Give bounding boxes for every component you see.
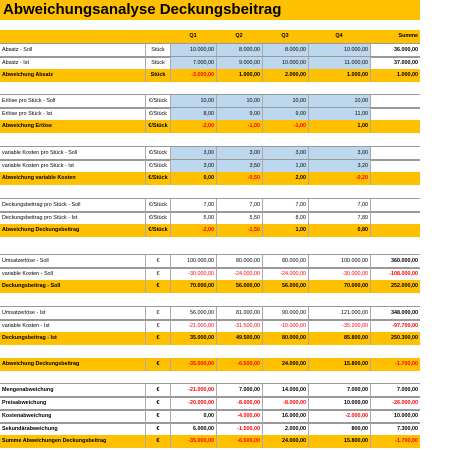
table-row-abw-absatz bbox=[0, 69, 420, 82]
cell-q2[interactable]: 5,50 bbox=[216, 212, 262, 225]
cell-unit[interactable]: €/Stück bbox=[145, 120, 170, 133]
cell-q3[interactable]: 2.000,00 bbox=[262, 69, 308, 82]
cell-q2[interactable]: -1.500,00 bbox=[216, 423, 262, 436]
cell-q4[interactable]: 3,00 bbox=[308, 147, 370, 160]
cell-q1[interactable]: -2,00 bbox=[170, 120, 216, 133]
cell-label[interactable]: Erlöse pro Stück - Ist bbox=[2, 111, 53, 117]
cell-sum[interactable]: 10.000,00 bbox=[370, 410, 420, 423]
cell-unit[interactable]: € bbox=[145, 435, 170, 448]
cell-q3[interactable]: 80.000,00 bbox=[262, 255, 308, 268]
table-row-abw-db-tot bbox=[0, 358, 420, 371]
cell-label[interactable]: variable Kosten - Ist bbox=[2, 323, 50, 329]
cell-label[interactable]: Deckungsbeitrag - Soll bbox=[2, 283, 61, 289]
cell-q4[interactable]: 15.800,00 bbox=[308, 358, 370, 371]
cell-sum[interactable] bbox=[370, 172, 420, 185]
cell-sum[interactable]: 360.000,00 bbox=[370, 255, 420, 268]
cell-q1[interactable]: 0,00 bbox=[170, 172, 216, 185]
cell-unit[interactable]: € bbox=[145, 268, 170, 281]
cell-unit[interactable]: € bbox=[145, 280, 170, 293]
cell-sum[interactable] bbox=[370, 120, 420, 133]
cell-label[interactable]: Abweichung Deckungsbeitrag bbox=[2, 227, 80, 233]
cell-sum[interactable]: 37.000,00 bbox=[370, 57, 420, 70]
cell-q4[interactable]: 7,80 bbox=[308, 212, 370, 225]
cell-label[interactable]: Sekundärabweichung bbox=[2, 426, 58, 432]
cell-unit[interactable]: €/Stück bbox=[145, 212, 170, 225]
cell-q3[interactable]: 24.000,00 bbox=[262, 435, 308, 448]
cell-q4[interactable]: 10.000,00 bbox=[308, 397, 370, 410]
cell-label[interactable]: Mengenabweichung bbox=[2, 387, 54, 393]
cell-q1[interactable]: 7.000,00 bbox=[170, 57, 216, 70]
cell-q3[interactable]: -10.000,00 bbox=[262, 320, 308, 333]
cell-q4[interactable]: 11,00 bbox=[308, 108, 370, 121]
cell-q3[interactable]: 8,00 bbox=[262, 212, 308, 225]
cell-q3[interactable]: 2.000,00 bbox=[262, 423, 308, 436]
cell-unit[interactable]: € bbox=[145, 397, 170, 410]
header-q2[interactable]: Q2 bbox=[235, 33, 243, 39]
cell-q1[interactable]: -30.000,00 bbox=[170, 268, 216, 281]
cell-q4[interactable]: 70.000,00 bbox=[308, 280, 370, 293]
cell-q3[interactable]: 9,00 bbox=[262, 108, 308, 121]
cell-q1[interactable]: 100.000,00 bbox=[170, 255, 216, 268]
cell-sum[interactable]: -108.000,00 bbox=[370, 268, 420, 281]
cell-unit[interactable]: € bbox=[145, 332, 170, 345]
cell-unit[interactable]: € bbox=[145, 358, 170, 371]
cell-unit[interactable]: €/Stück bbox=[145, 160, 170, 173]
cell-sum[interactable]: 348.000,00 bbox=[370, 307, 420, 320]
cell-q4[interactable]: 7.000,00 bbox=[308, 384, 370, 397]
cell-q1[interactable]: -21.000,00 bbox=[170, 320, 216, 333]
cell-q1[interactable]: 8,00 bbox=[170, 108, 216, 121]
cell-q1[interactable]: 3,00 bbox=[170, 160, 216, 173]
header-q3[interactable]: Q3 bbox=[281, 33, 289, 39]
cell-q3[interactable]: 1,00 bbox=[262, 224, 308, 237]
cell-q4[interactable]: 85.800,00 bbox=[308, 332, 370, 345]
cell-q1[interactable]: 10,00 bbox=[170, 95, 216, 108]
cell-q2[interactable]: -1,00 bbox=[216, 120, 262, 133]
cell-q4[interactable]: -35.200,00 bbox=[308, 320, 370, 333]
cell-q4[interactable]: 800,00 bbox=[308, 423, 370, 436]
cell-q2[interactable]: 81.000,00 bbox=[216, 307, 262, 320]
cell-label[interactable]: Abweichung Deckungsbeitrag bbox=[2, 361, 80, 367]
cell-unit[interactable]: € bbox=[145, 320, 170, 333]
cell-sum[interactable]: 1.000,00 bbox=[370, 69, 420, 82]
cell-q3[interactable]: 16.000,00 bbox=[262, 410, 308, 423]
cell-q3[interactable]: -1,00 bbox=[262, 120, 308, 133]
table-row-db-tot-ist bbox=[0, 332, 420, 345]
cell-q2[interactable]: 80.000,00 bbox=[216, 255, 262, 268]
header-q1[interactable]: Q1 bbox=[189, 33, 197, 39]
cell-q2[interactable]: 3,50 bbox=[216, 160, 262, 173]
cell-q2[interactable]: -31.500,00 bbox=[216, 320, 262, 333]
cell-q2[interactable]: 10,00 bbox=[216, 95, 262, 108]
cell-q1[interactable]: 0,00 bbox=[170, 410, 216, 423]
table-row-abw-db bbox=[0, 224, 420, 237]
cell-q1[interactable]: 35.000,00 bbox=[170, 332, 216, 345]
cell-q4[interactable]: 121.000,00 bbox=[308, 307, 370, 320]
cell-q3[interactable]: 90.000,00 bbox=[262, 307, 308, 320]
cell-q3[interactable]: 10.000,00 bbox=[262, 57, 308, 70]
cell-sum[interactable] bbox=[370, 224, 420, 237]
cell-unit[interactable]: €/Stück bbox=[145, 224, 170, 237]
cell-label[interactable]: Erlöse pro Stück - Soll bbox=[2, 98, 56, 104]
cell-q1[interactable]: 6.000,00 bbox=[170, 423, 216, 436]
cell-sum[interactable]: -1.700,00 bbox=[370, 435, 420, 448]
cell-q4[interactable]: 100.000,00 bbox=[308, 255, 370, 268]
cell-q3[interactable]: 1,00 bbox=[262, 160, 308, 173]
cell-q4[interactable]: 1,00 bbox=[308, 120, 370, 133]
cell-q3[interactable]: 56.000,00 bbox=[262, 280, 308, 293]
table-row-db-tot-soll bbox=[0, 280, 420, 293]
cell-label[interactable]: variable Kosten pro Stück - Soll bbox=[2, 150, 78, 156]
cell-label[interactable]: Kostenabweichung bbox=[2, 413, 52, 419]
cell-q3[interactable]: 10,00 bbox=[262, 95, 308, 108]
cell-q3[interactable]: 80.000,00 bbox=[262, 332, 308, 345]
cell-unit[interactable]: € bbox=[145, 423, 170, 436]
cell-q3[interactable]: -24.000,00 bbox=[262, 268, 308, 281]
cell-q2[interactable]: -6.500,00 bbox=[216, 358, 262, 371]
cell-unit[interactable]: € bbox=[145, 255, 170, 268]
cell-sum[interactable]: -26.000,00 bbox=[370, 397, 420, 410]
cell-q2[interactable]: 49.500,00 bbox=[216, 332, 262, 345]
cell-q4[interactable]: 15.800,00 bbox=[308, 435, 370, 448]
cell-q1[interactable]: 10.000,00 bbox=[170, 44, 216, 57]
cell-label[interactable]: Deckungsbeitrag pro Stück - Ist bbox=[2, 215, 78, 221]
cell-sum[interactable]: 36.000,00 bbox=[370, 44, 420, 57]
cell-q2[interactable]: 3,00 bbox=[216, 147, 262, 160]
cell-label[interactable]: variable Kosten - Soll bbox=[2, 271, 53, 277]
cell-q1[interactable]: -20.000,00 bbox=[170, 397, 216, 410]
cell-q2[interactable]: -8.000,00 bbox=[216, 397, 262, 410]
cell-label[interactable]: Preisabweichung bbox=[2, 400, 47, 406]
cell-label[interactable]: Absatz - Ist bbox=[2, 60, 29, 66]
cell-unit[interactable]: Stück bbox=[145, 44, 170, 57]
cell-unit[interactable]: €/Stück bbox=[145, 108, 170, 121]
cell-sum[interactable]: 252.000,00 bbox=[370, 280, 420, 293]
header-q4[interactable]: Q4 bbox=[335, 33, 343, 39]
column-header-row bbox=[0, 30, 420, 43]
cell-sum[interactable]: -97.700,00 bbox=[370, 320, 420, 333]
cell-q4[interactable]: 3,20 bbox=[308, 160, 370, 173]
cell-q2[interactable]: 56.000,00 bbox=[216, 280, 262, 293]
cell-q1[interactable]: -35.000,00 bbox=[170, 358, 216, 371]
cell-q2[interactable]: -1,50 bbox=[216, 224, 262, 237]
cell-unit[interactable]: €/Stück bbox=[145, 147, 170, 160]
cell-label[interactable]: variable Kosten pro Stück - Ist bbox=[2, 163, 74, 169]
cell-q1[interactable]: 5,00 bbox=[170, 212, 216, 225]
cell-q3[interactable]: 7,00 bbox=[262, 199, 308, 212]
cell-q4[interactable]: 7,00 bbox=[308, 199, 370, 212]
table-row-abw-vk bbox=[0, 172, 420, 185]
cell-q4[interactable]: -30.000,00 bbox=[308, 268, 370, 281]
cell-label[interactable]: Abweichung variable Kosten bbox=[2, 175, 76, 181]
cell-sum[interactable]: 250.300,00 bbox=[370, 332, 420, 345]
cell-q1[interactable]: -2,00 bbox=[170, 224, 216, 237]
cell-q2[interactable]: 8.000,00 bbox=[216, 44, 262, 57]
table-row-summe-abw bbox=[0, 435, 420, 448]
cell-q3[interactable]: 2,00 bbox=[262, 172, 308, 185]
cell-q1[interactable]: -21.000,00 bbox=[170, 384, 216, 397]
cell-label[interactable]: Abweichung Erlöse bbox=[2, 123, 53, 129]
cell-q4[interactable]: -2.000,00 bbox=[308, 410, 370, 423]
cell-label[interactable]: Deckungsbeitrag pro Stück - Soll bbox=[2, 202, 81, 208]
cell-sum[interactable]: 7.300,00 bbox=[370, 423, 420, 436]
cell-unit[interactable]: Stück bbox=[145, 69, 170, 82]
cell-q2[interactable]: 9.000,00 bbox=[216, 57, 262, 70]
cell-unit[interactable]: € bbox=[145, 384, 170, 397]
cell-q2[interactable]: 7,00 bbox=[216, 199, 262, 212]
cell-q4[interactable]: 1.000,00 bbox=[308, 69, 370, 82]
table-row-abw-erl bbox=[0, 120, 420, 133]
cell-sum[interactable]: 7.000,00 bbox=[370, 384, 420, 397]
cell-unit[interactable]: €/Stück bbox=[145, 95, 170, 108]
cell-q2[interactable]: 7.000,00 bbox=[216, 384, 262, 397]
cell-q2[interactable]: 1.000,00 bbox=[216, 69, 262, 82]
cell-unit[interactable]: €/Stück bbox=[145, 199, 170, 212]
cell-unit[interactable]: €/Stück bbox=[145, 172, 170, 185]
cell-label[interactable]: Absatz - Soll bbox=[2, 47, 33, 53]
cell-q1[interactable]: 70.000,00 bbox=[170, 280, 216, 293]
cell-q3[interactable]: -8.000,00 bbox=[262, 397, 308, 410]
cell-label[interactable]: Abweichung Absatz bbox=[2, 72, 54, 78]
cell-q3[interactable]: 8.000,00 bbox=[262, 44, 308, 57]
sheet-title: Abweichungsanalyse Deckungsbeitrag bbox=[0, 0, 420, 20]
cell-q1[interactable]: -35.000,00 bbox=[170, 435, 216, 448]
cell-q4[interactable]: 11.000,00 bbox=[308, 57, 370, 70]
cell-label[interactable]: Summe Abweichungen Deckungsbeitrag bbox=[2, 438, 107, 444]
cell-q4[interactable]: -0,20 bbox=[308, 172, 370, 185]
cell-q2[interactable]: -4.000,00 bbox=[216, 410, 262, 423]
cell-q1[interactable]: -3.000,00 bbox=[170, 69, 216, 82]
cell-q3[interactable]: 14.000,00 bbox=[262, 384, 308, 397]
cell-unit[interactable]: € bbox=[145, 307, 170, 320]
cell-q2[interactable]: -6.500,00 bbox=[216, 435, 262, 448]
cell-q2[interactable]: -24.000,00 bbox=[216, 268, 262, 281]
cell-label[interactable]: Umsatzerlöse - Ist bbox=[2, 310, 46, 316]
cell-q4[interactable]: 0,80 bbox=[308, 224, 370, 237]
cell-q4[interactable]: 10.000,00 bbox=[308, 44, 370, 57]
cell-q1[interactable]: 56.000,00 bbox=[170, 307, 216, 320]
cell-label[interactable]: Umsatzerlöse - Soll bbox=[2, 258, 49, 264]
cell-q1[interactable]: 7,00 bbox=[170, 199, 216, 212]
header-sum[interactable]: Summe bbox=[398, 33, 418, 39]
cell-unit[interactable]: € bbox=[145, 410, 170, 423]
cell-q3[interactable]: 24.000,00 bbox=[262, 358, 308, 371]
cell-q2[interactable]: -0,50 bbox=[216, 172, 262, 185]
cell-q4[interactable]: 10,00 bbox=[308, 95, 370, 108]
cell-label[interactable]: Deckungsbeitrag - Ist bbox=[2, 335, 57, 341]
cell-q1[interactable]: 3,00 bbox=[170, 147, 216, 160]
cell-sum[interactable]: -1.700,00 bbox=[370, 358, 420, 371]
cell-unit[interactable]: Stück bbox=[145, 57, 170, 70]
cell-q3[interactable]: 3,00 bbox=[262, 147, 308, 160]
cell-q2[interactable]: 9,00 bbox=[216, 108, 262, 121]
